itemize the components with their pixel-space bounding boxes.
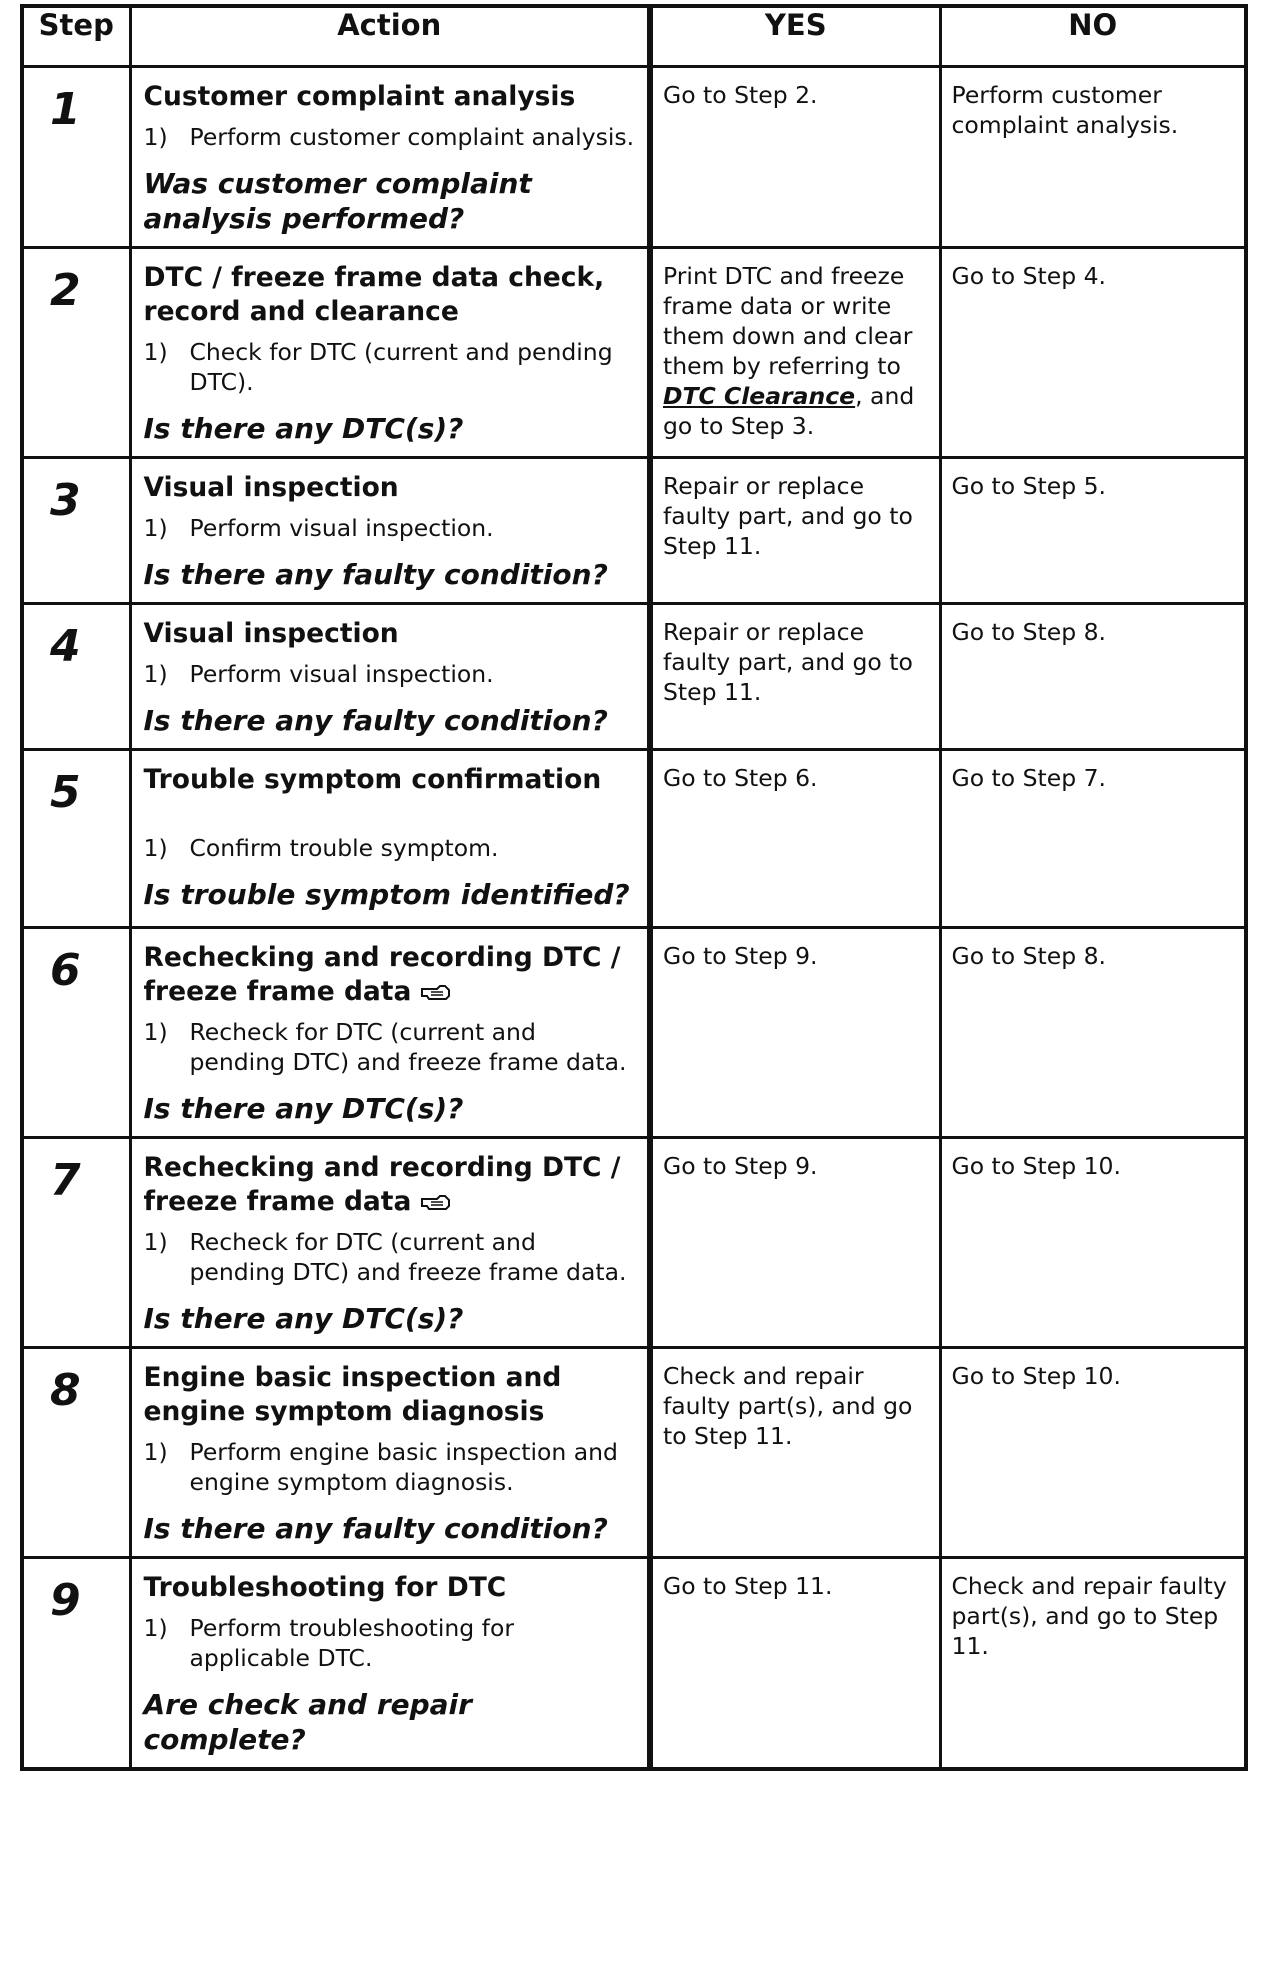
step-number: 1 (50, 83, 81, 135)
action-cell (130, 749, 650, 927)
substep-number: 1) (143, 1017, 168, 1046)
step-cell (22, 1347, 130, 1557)
action-title: DTC / freeze frame data check, record and clearance (143, 261, 605, 327)
yes-cell: Go to Step 11. (650, 1557, 940, 1769)
action-question: Was customer complaint analysis performed? (143, 166, 532, 235)
table-row (22, 749, 1246, 927)
action-substep (144, 337, 636, 397)
substep-number: 1) (143, 659, 168, 688)
table-row (22, 1347, 1246, 1557)
header-step: Step (22, 6, 130, 66)
yes-cell: Check and repair faulty part(s), and go to Step 11. (650, 1347, 940, 1557)
step-cell (22, 749, 130, 927)
action-question: Is there any DTC(s)? (143, 1091, 464, 1125)
substep-number: 1) (143, 833, 168, 862)
action-title (144, 1151, 636, 1219)
substep-number: 1) (143, 1613, 168, 1642)
dtc-clearance-link[interactable]: DTC Clearance (663, 381, 856, 410)
action-substep (144, 833, 636, 863)
action-question: Is there any faulty condition? (143, 1511, 608, 1545)
substep-text: Perform visual inspection. (189, 513, 494, 542)
substep-text: Perform engine basic inspection and engine symptom diagnosis. (189, 1437, 618, 1496)
step-number: 6 (50, 944, 81, 996)
substep-text: Recheck for DTC (current and pending DTC) and freeze frame data. (189, 1017, 627, 1076)
step-number: 8 (50, 1364, 81, 1416)
diagnostic-flow-sheet (20, 4, 1244, 1771)
action-title-text: Rechecking and recording DTC / freeze frame data (143, 941, 621, 1007)
step-number: 5 (50, 766, 81, 818)
pointing-hand-icon[interactable] (421, 1194, 451, 1210)
action-cell (130, 603, 650, 749)
substep-text: Perform visual inspection. (189, 659, 494, 688)
action-substep (144, 1613, 636, 1673)
action-substep (144, 1437, 636, 1497)
yes-cell: Repair or replace faulty part, and go to Step 11. (650, 457, 940, 603)
table-row (22, 457, 1246, 603)
action-substep (144, 122, 636, 152)
action-title: Customer complaint analysis (143, 80, 576, 112)
yes-text-end: , and go to Step 3. (663, 381, 915, 440)
step-cell (22, 927, 130, 1137)
no-cell: Check and repair faulty part(s), and go to Step 11. (940, 1557, 1246, 1769)
yes-cell: Repair or replace faulty part, and go to Step 11. (650, 603, 940, 749)
no-cell: Go to Step 10. (940, 1347, 1246, 1557)
no-cell: Go to Step 8. (940, 603, 1246, 749)
action-title (144, 941, 636, 1009)
substep-number: 1) (143, 1227, 168, 1256)
action-substep (144, 1227, 636, 1287)
action-title: Visual inspection (143, 617, 399, 649)
substep-text: Perform customer complaint analysis. (189, 122, 635, 151)
substep-number: 1) (143, 122, 168, 151)
substep-text: Recheck for DTC (current and pending DTC) and freeze frame data. (189, 1227, 627, 1286)
table-row (22, 603, 1246, 749)
action-question: Is there any faulty condition? (143, 703, 608, 737)
action-title: Troubleshooting for DTC (143, 1571, 507, 1603)
no-cell: Go to Step 7. (940, 749, 1246, 927)
diagnostic-flow-table (20, 4, 1248, 1771)
action-title: Visual inspection (143, 471, 399, 503)
step-cell (22, 1137, 130, 1347)
action-substep (144, 659, 636, 689)
substep-number: 1) (143, 1437, 168, 1466)
step-number: 9 (50, 1574, 81, 1626)
no-cell: Go to Step 5. (940, 457, 1246, 603)
step-cell (22, 603, 130, 749)
substep-text: Confirm trouble symptom. (189, 833, 499, 862)
substep-number: 1) (143, 513, 168, 542)
action-cell (130, 1557, 650, 1769)
no-cell: Go to Step 4. (940, 247, 1246, 457)
table-row (22, 1557, 1246, 1769)
action-cell (130, 1137, 650, 1347)
action-question: Are check and repair complete? (143, 1687, 472, 1756)
step-number: 2 (50, 264, 81, 316)
step-cell (22, 457, 130, 603)
substep-text: Check for DTC (current and pending DTC). (189, 337, 613, 396)
no-cell: Perform customer complaint analysis. (940, 66, 1246, 247)
table-row (22, 927, 1246, 1137)
header-no: NO (940, 6, 1246, 66)
action-title: Engine basic inspection and engine symptom diagnosis (143, 1361, 562, 1427)
header-action: Action (130, 6, 650, 66)
step-cell (22, 66, 130, 247)
pointing-hand-icon[interactable] (421, 984, 451, 1000)
substep-text: Perform troubleshooting for applicable DTC. (189, 1613, 514, 1672)
step-number: 3 (50, 474, 81, 526)
action-question: Is there any DTC(s)? (143, 411, 464, 445)
action-substep (144, 1017, 636, 1077)
action-cell (130, 247, 650, 457)
action-cell (130, 927, 650, 1137)
no-cell: Go to Step 8. (940, 927, 1246, 1137)
yes-cell: Go to Step 9. (650, 927, 940, 1137)
header-row (22, 6, 1246, 66)
action-cell (130, 1347, 650, 1557)
no-cell: Go to Step 10. (940, 1137, 1246, 1347)
action-substep (144, 513, 636, 543)
substep-number: 1) (143, 337, 168, 366)
action-cell (130, 66, 650, 247)
step-cell (22, 247, 130, 457)
yes-cell: Go to Step 6. (650, 749, 940, 927)
yes-cell: Go to Step 9. (650, 1137, 940, 1347)
action-title: Trouble symptom confirmation (143, 763, 602, 795)
step-number: 4 (50, 620, 81, 672)
yes-cell (650, 247, 940, 457)
yes-cell: Go to Step 2. (650, 66, 940, 247)
table-row (22, 247, 1246, 457)
step-cell (22, 1557, 130, 1769)
action-title-text: Rechecking and recording DTC / freeze frame data (143, 1151, 621, 1217)
table-row (22, 1137, 1246, 1347)
step-number: 7 (50, 1154, 81, 1206)
action-question: Is there any faulty condition? (143, 557, 608, 591)
table-row (22, 66, 1246, 247)
yes-text: Print DTC and freeze frame data or write them down and clear them by referring to (663, 261, 913, 380)
action-question: Is there any DTC(s)? (143, 1301, 464, 1335)
action-question: Is trouble symptom identified? (143, 877, 630, 911)
action-cell (130, 457, 650, 603)
header-yes: YES (650, 6, 940, 66)
